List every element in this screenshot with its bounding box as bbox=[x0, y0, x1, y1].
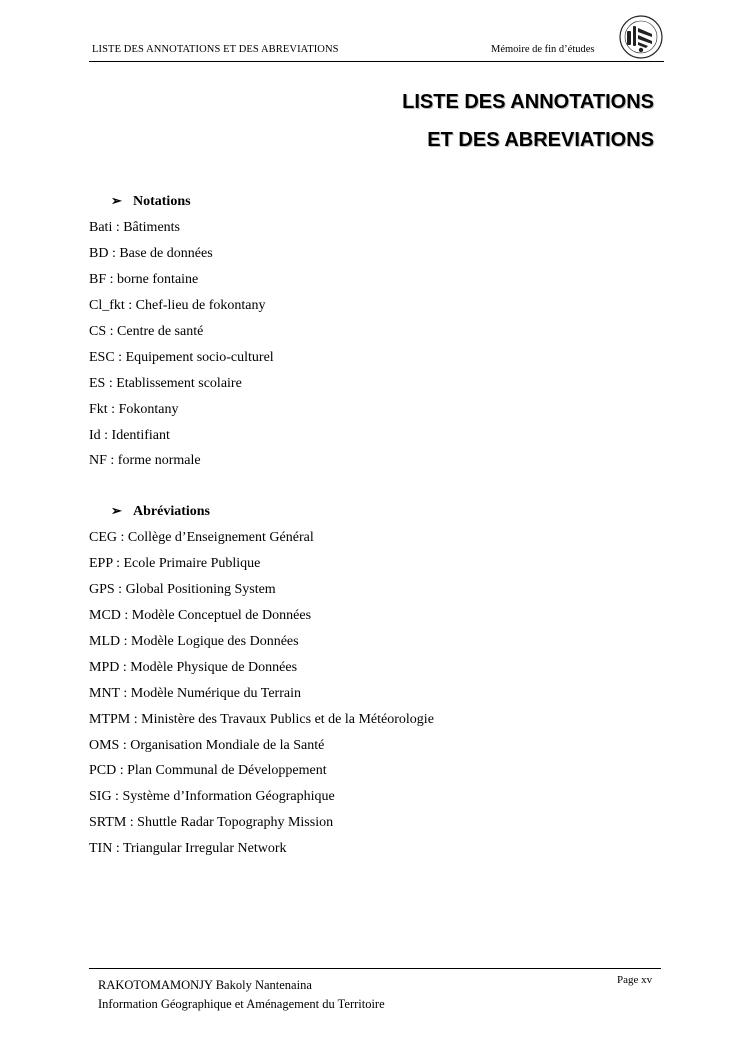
list-item: GPS : Global Positioning System bbox=[89, 581, 276, 597]
list-item: Cl_fkt : Chef-lieu de fokontany bbox=[89, 297, 266, 313]
list-item: ES : Etablissement scolaire bbox=[89, 375, 242, 391]
footer-program: Information Géographique et Aménagement du Territoire bbox=[98, 997, 385, 1011]
list-item: Id : Identifiant bbox=[89, 427, 170, 443]
page-title-line-2: ET DES ABREVIATIONS bbox=[427, 129, 654, 151]
abreviations-list bbox=[89, 529, 434, 866]
list-item: Fkt : Fokontany bbox=[89, 401, 179, 417]
list-item: MCD : Modèle Conceptuel de Données bbox=[89, 607, 312, 623]
header-divider bbox=[89, 61, 664, 62]
running-header-document-type: Mémoire de fin d’études bbox=[491, 44, 595, 55]
list-item: Bati : Bâtiments bbox=[89, 220, 180, 235]
list-item: SRTM : Shuttle Radar Topography Mission bbox=[89, 815, 334, 831]
list-item: ESC : Equipement socio-culturel bbox=[89, 349, 274, 365]
running-header-title: LISTE DES ANNOTATIONS ET DES ABREVIATIONS bbox=[92, 44, 339, 55]
list-item: PCD : Plan Communal de Développement bbox=[89, 763, 327, 779]
list-item: MPD : Modèle Physique de Données bbox=[89, 659, 298, 675]
abreviations-heading bbox=[111, 503, 210, 520]
notations-heading-label: Notations bbox=[133, 194, 191, 209]
footer-divider bbox=[89, 968, 661, 969]
university-seal-icon bbox=[618, 14, 664, 60]
list-item: SIG : Système d’Information Géographique bbox=[89, 789, 335, 805]
list-item: NF : forme normale bbox=[89, 453, 201, 469]
list-item: CS : Centre de santé bbox=[89, 323, 204, 339]
list-item: BF : borne fontaine bbox=[89, 271, 199, 287]
abreviations-heading-label: Abréviations bbox=[133, 504, 210, 519]
arrow-bullet-icon: ➢ bbox=[111, 193, 122, 208]
list-item: CEG : Collège d’Enseignement Général bbox=[89, 530, 314, 545]
notations-heading bbox=[111, 193, 191, 210]
list-item: MNT : Modèle Numérique du Terrain bbox=[89, 685, 301, 701]
arrow-bullet-icon: ➢ bbox=[111, 503, 122, 518]
list-item: EPP : Ecole Primaire Publique bbox=[89, 555, 261, 571]
page-number: Page xv bbox=[617, 974, 653, 986]
list-item: OMS : Organisation Mondiale de la Santé bbox=[89, 737, 325, 753]
footer-author: RAKOTOMAMONJY Bakoly Nantenaina bbox=[98, 978, 312, 992]
list-item: MLD : Modèle Logique des Données bbox=[89, 633, 299, 649]
list-item: TIN : Triangular Irregular Network bbox=[89, 841, 287, 857]
page-title-line-1: LISTE DES ANNOTATIONS bbox=[402, 91, 654, 113]
list-item: MTPM : Ministère des Travaux Publics et de la Météorologie bbox=[89, 711, 434, 727]
notations-list bbox=[89, 219, 274, 478]
list-item: BD : Base de données bbox=[89, 245, 213, 261]
